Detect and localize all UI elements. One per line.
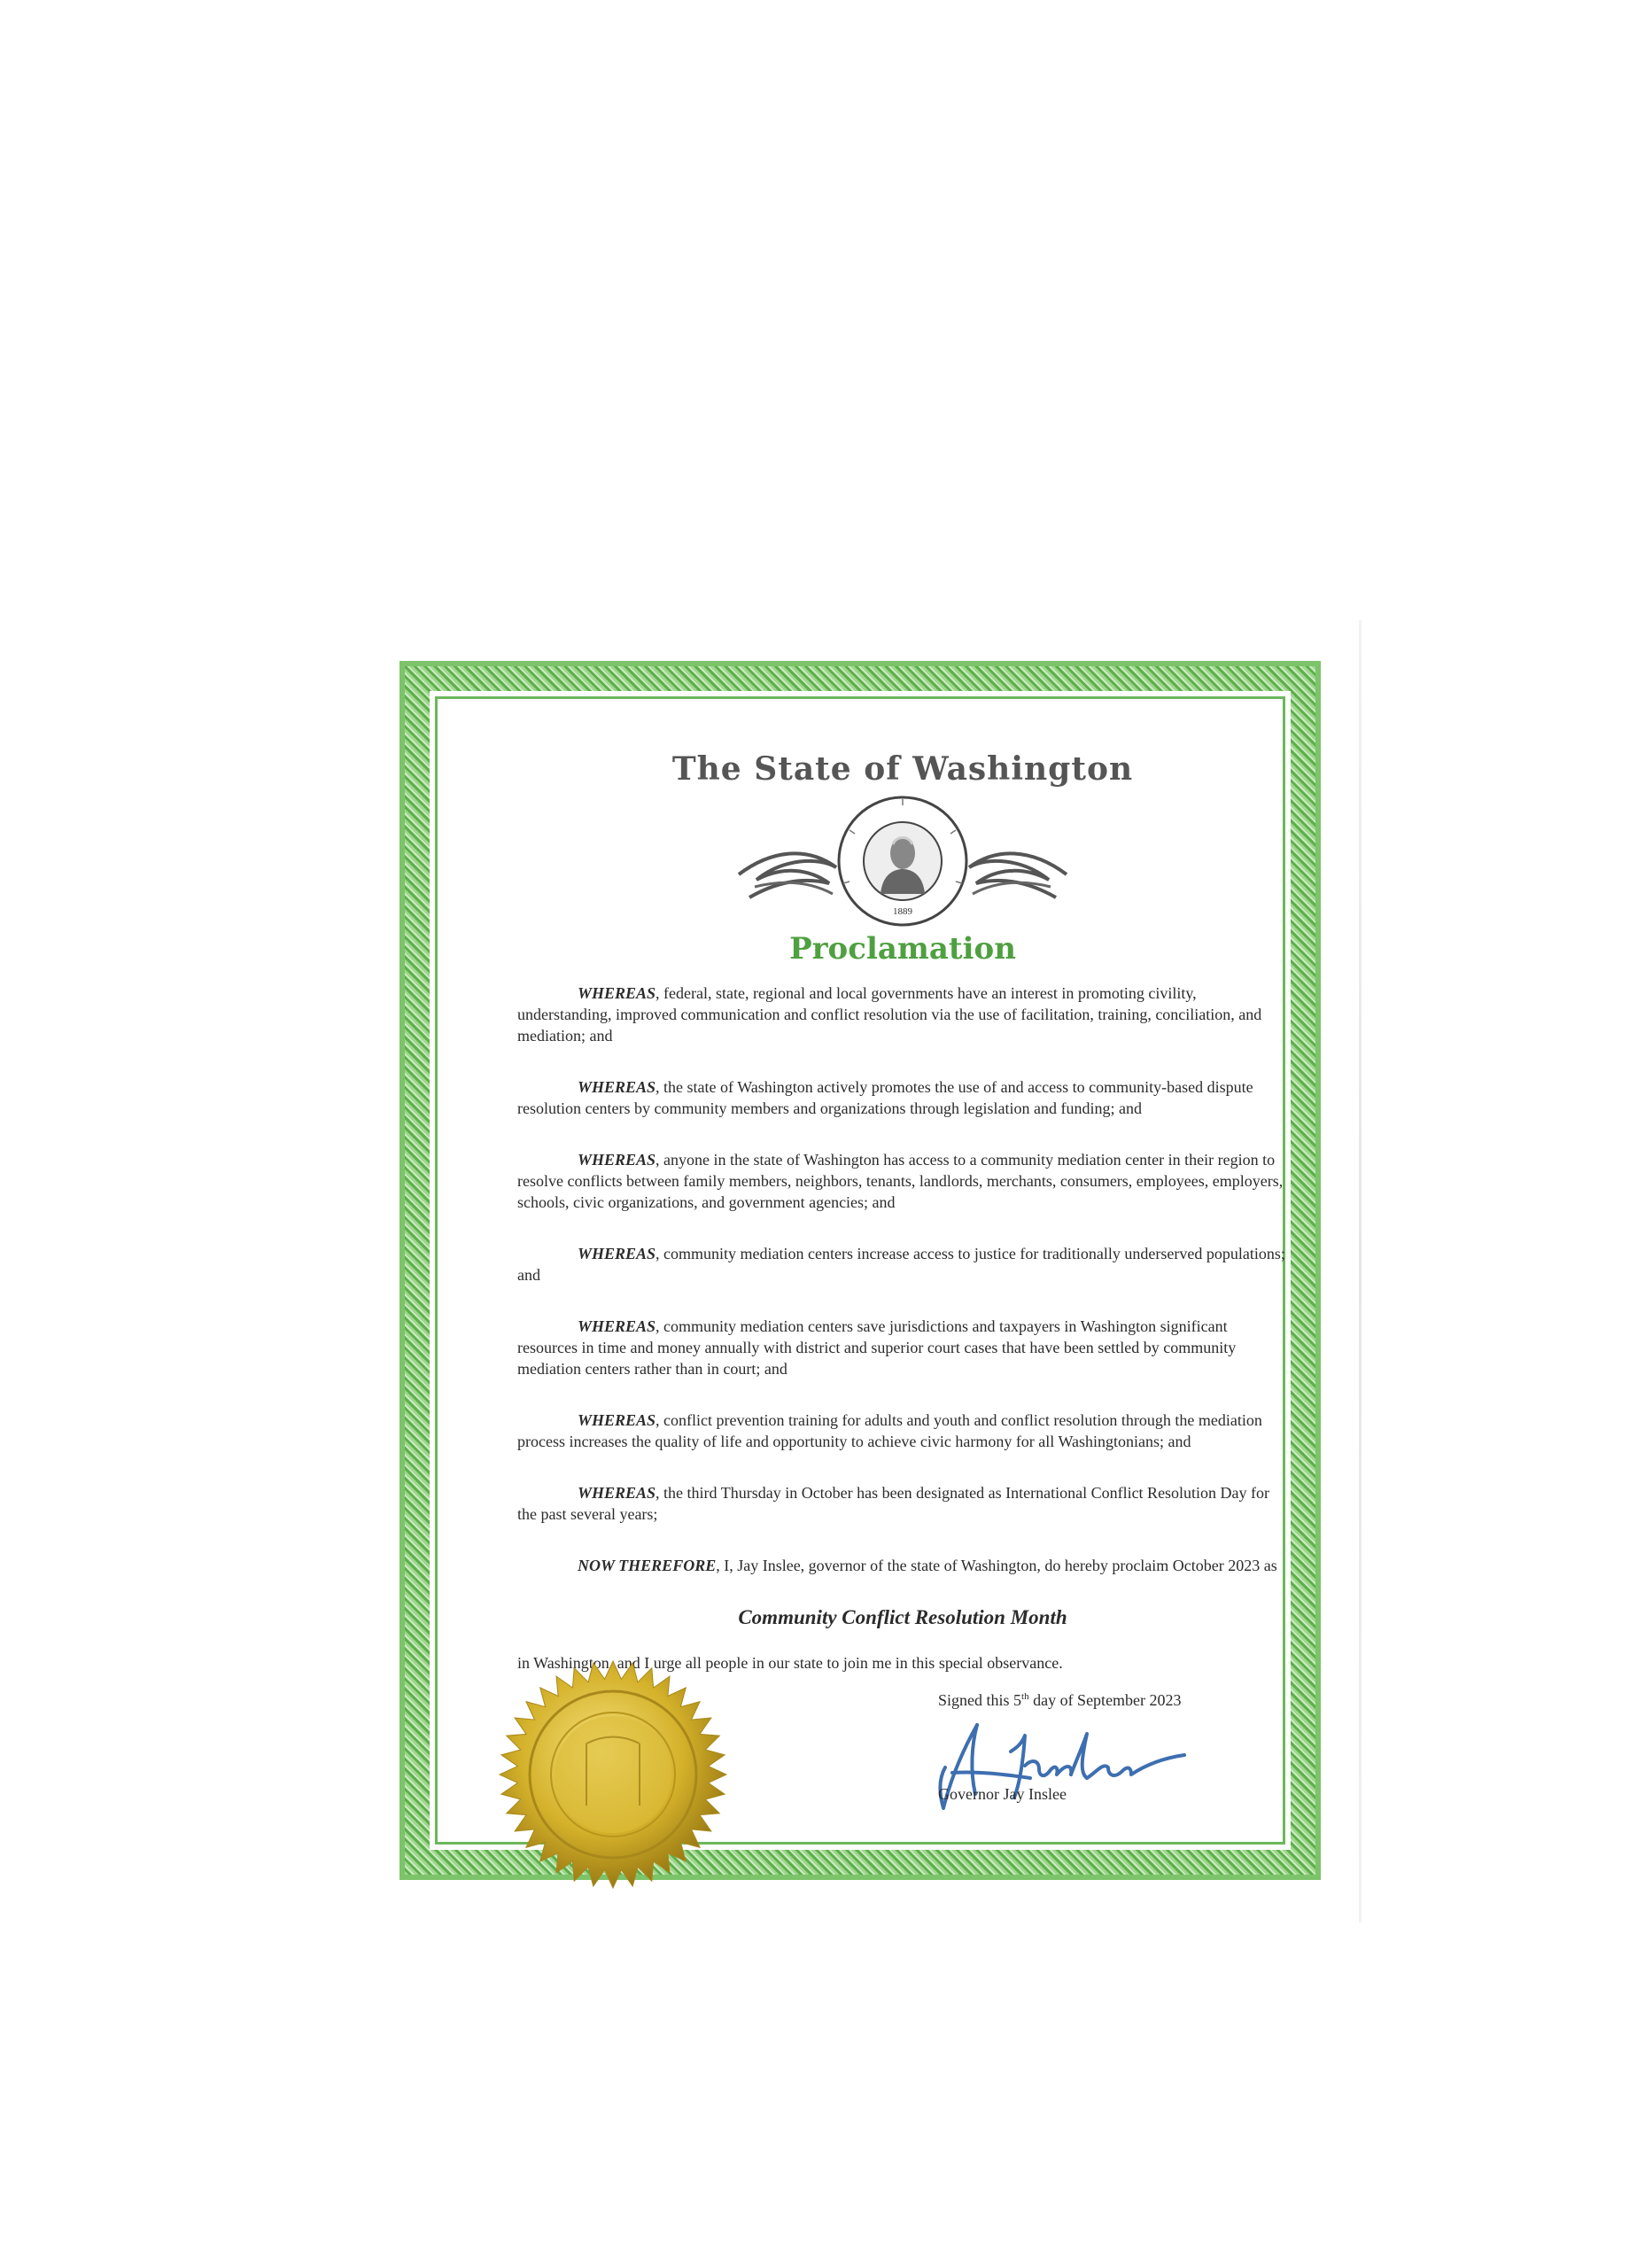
- scan-edge-shadow: [1359, 620, 1362, 1922]
- closing-statement: in Washington, and I urge all people in our state to join me in this special observance.: [517, 1654, 1063, 1672]
- month-heading: Community Conflict Resolution Month: [738, 1606, 1067, 1628]
- whereas-paragraph-3: WHEREAS, anyone in the state of Washington has access to a community mediation center in their region to resolve conflicts between family members, neighbors, tenants, landlords, merchants, consumers, employees, employers, schools, civic organizations, and government agencies; and: [517, 1151, 1284, 1211]
- signature-block: [938, 1686, 1239, 1803]
- state-seal-icon: [517, 795, 1288, 928]
- whereas-paragraph-2: WHEREAS, the state of Washington actively promotes the use of and access to community-based dispute resolution centers by community members and organizations through legislation and funding; and: [517, 1078, 1253, 1117]
- whereas-paragraph-4: WHEREAS, community mediation centers increase access to justice for traditionally underserved populations; and: [517, 1245, 1285, 1284]
- header-title: The State of Washington: [671, 750, 1134, 788]
- signed-date: Signed this 5th day of September 2023: [938, 1691, 1182, 1709]
- certificate-content: [517, 750, 1288, 1674]
- now-therefore-paragraph: NOW THEREFORE, I, Jay Inslee, governor of the state of Washington, do hereby proclaim October 2023 as: [578, 1557, 1277, 1574]
- gold-foil-seal-icon: [498, 1659, 728, 1890]
- proclamation-certificate: [400, 661, 1321, 1880]
- governor-name: Governor Jay Inslee: [938, 1785, 1067, 1803]
- seal-year: 1889: [893, 906, 912, 917]
- proclamation-title: Proclamation: [789, 931, 1016, 967]
- whereas-paragraph-5: WHEREAS, community mediation centers save jurisdictions and taxpayers in Washington significant resources in time and money annually with district and superior court cases that have been settled by community mediation centers rather than in court; and: [517, 1317, 1237, 1378]
- state-seal-row: [517, 795, 1288, 928]
- whereas-paragraph-1: WHEREAS, federal, state, regional and local governments have an interest in promoting civility, understanding, improved communication and conflict resolution via the use of facilitation, training, conciliation, and mediation; and: [517, 984, 1262, 1045]
- whereas-paragraph-7: WHEREAS, the third Thursday in October has been designated as International Conflict Resolution Day for the past several years;: [517, 1484, 1270, 1523]
- certificate-inner-panel: [435, 696, 1285, 1845]
- whereas-paragraph-6: WHEREAS, conflict prevention training for adults and youth and conflict resolution through the mediation process increases the quality of life and opportunity to achieve civic harmony for all Washingtonians; and: [517, 1411, 1262, 1450]
